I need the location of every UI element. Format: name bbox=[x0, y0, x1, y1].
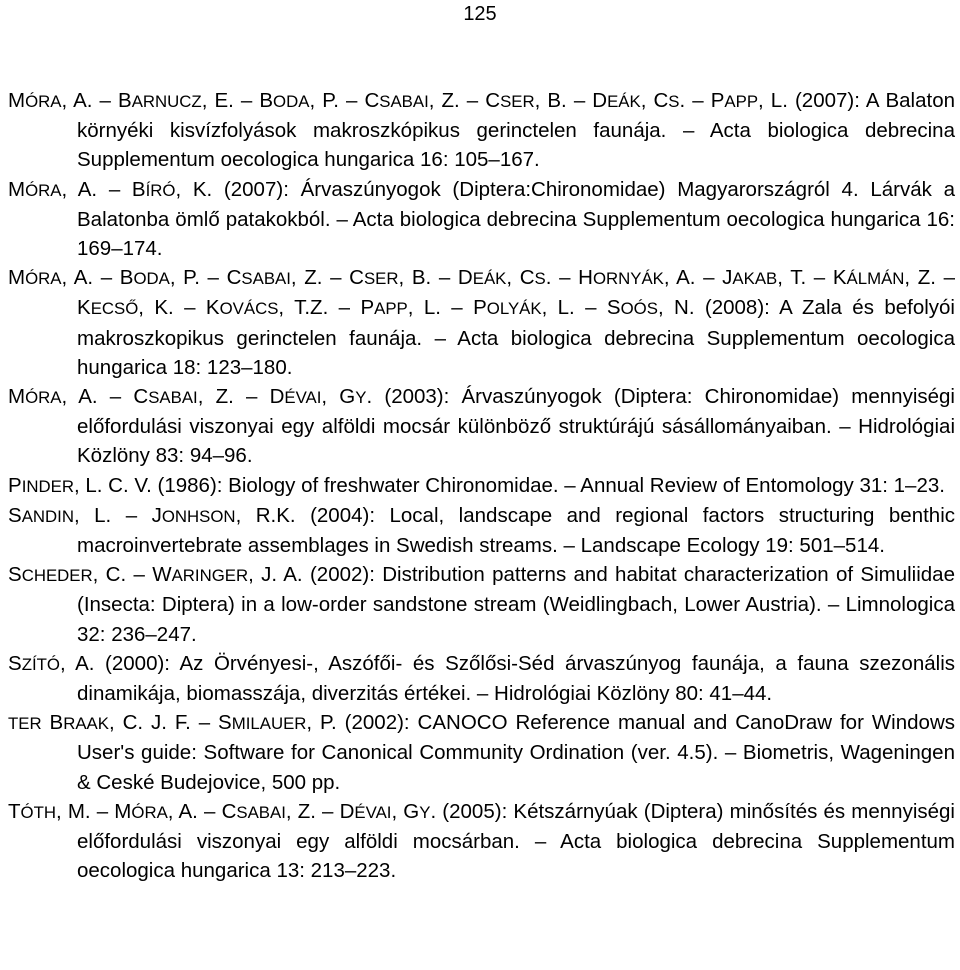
author-small-caps: ECSŐ bbox=[90, 299, 139, 319]
author-small-caps: ÓTH bbox=[20, 802, 56, 822]
author-small-caps: ÉVAI bbox=[354, 802, 392, 822]
reference-text: , G bbox=[321, 385, 356, 409]
author-small-caps: MILAUER bbox=[231, 714, 307, 734]
author-small-caps: SER bbox=[363, 269, 399, 289]
reference-text: , Z. – C bbox=[428, 89, 501, 112]
reference-text: , B. – D bbox=[398, 266, 473, 290]
reference-entry bbox=[8, 263, 955, 382]
reference-text: , A. – B bbox=[61, 177, 146, 201]
reference-text: S bbox=[8, 563, 22, 587]
reference-text: , Z. – K bbox=[77, 266, 956, 320]
reference-text: , C. – W bbox=[92, 563, 172, 587]
author-small-caps: ÓRA bbox=[25, 388, 62, 408]
reference-text: , J. A. (2002): Distribution patterns and habitat characterization of Simuliidae (Insecta: Diptera) in a low-order sandstone stream (Weidlingbach, Lower Austria). – Limnologica 32: 236–247. bbox=[77, 563, 955, 646]
author-small-caps: ANDIN bbox=[21, 506, 74, 526]
reference-text: M bbox=[8, 89, 26, 112]
author-small-caps: S bbox=[668, 92, 680, 111]
reference-text: , C bbox=[506, 266, 535, 290]
author-small-caps: EÁK bbox=[472, 269, 507, 289]
author-small-caps: SABAI bbox=[241, 269, 291, 289]
reference-entry bbox=[8, 708, 955, 797]
reference-text: , L. – S bbox=[541, 296, 621, 320]
reference-text: , A. – C bbox=[167, 799, 237, 823]
reference-text: , Z. – D bbox=[197, 385, 285, 409]
reference-text: , Z. – D bbox=[285, 799, 355, 823]
reference-text: , B. – D bbox=[534, 89, 608, 112]
reference-text: , K. – K bbox=[138, 296, 220, 320]
reference-text: , K. (2007): Árvaszúnyogok (Diptera:Chironomidae) Magyarországról 4. Lárvák a Balatonba ömlő patakokból. – Acta biologica debrecina Supplementum oecologica hungarica 16: 169–174. bbox=[77, 177, 955, 261]
author-small-caps: ÁLMÁN bbox=[846, 269, 905, 289]
author-small-caps: EÁK bbox=[607, 92, 641, 111]
reference-entry bbox=[8, 501, 955, 560]
reference-text: , G bbox=[391, 799, 420, 823]
author-small-caps: ÓRA bbox=[25, 269, 62, 289]
author-small-caps: ARNUCZ bbox=[131, 92, 202, 111]
reference-entry bbox=[8, 797, 955, 886]
reference-text: . – H bbox=[545, 266, 593, 290]
reference-text: , P. (2002): CANOCO Reference manual and CanoDraw for Windows User's guide: Software for Canonical Community Ordination (ver. 4.5). – Biometris, Wageningen & Ceské Budejovice, 500 pp. bbox=[77, 711, 955, 794]
author-small-caps: ÓRA bbox=[25, 92, 62, 111]
author-small-caps: APP bbox=[724, 92, 759, 111]
author-small-caps: SER bbox=[500, 92, 535, 111]
reference-text: M bbox=[8, 385, 26, 409]
page-number: 125 bbox=[463, 3, 497, 25]
reference-entry bbox=[8, 560, 955, 649]
author-small-caps: APP bbox=[374, 299, 408, 319]
reference-text: , A. – B bbox=[61, 266, 134, 290]
author-small-caps: AKAB bbox=[732, 269, 778, 289]
author-small-caps: RAAK bbox=[63, 714, 109, 734]
reference-text: . – P bbox=[679, 89, 725, 112]
reference-text: , L. C. V. (1986): Biology of freshwater Chironomidae. – Annual Review of Entomology 31: 1–23. bbox=[73, 473, 945, 497]
author-small-caps: SABAI bbox=[379, 92, 429, 111]
reference-text: , L. – J bbox=[73, 503, 162, 527]
author-small-caps: ODA bbox=[133, 269, 170, 289]
reference-text: B bbox=[41, 711, 64, 735]
author-small-caps: ARINGER bbox=[171, 566, 249, 586]
reference-text: , C bbox=[640, 89, 669, 112]
author-small-caps: Y bbox=[355, 388, 367, 408]
author-small-caps: S bbox=[534, 269, 546, 289]
reference-text: T bbox=[8, 799, 21, 823]
reference-text: , T.Z. – P bbox=[278, 296, 375, 320]
author-small-caps: OÓS bbox=[620, 299, 658, 319]
author-small-caps: ÓRA bbox=[131, 802, 168, 822]
reference-text: , T. – K bbox=[777, 266, 847, 290]
author-small-caps: SABAI bbox=[148, 388, 198, 408]
reference-text: , R.K. (2004): Local, landscape and regional factors structuring benthic macroinvertebrate assemblages in Swedish streams. – Landscape Ecology 19: 501–514. bbox=[77, 503, 955, 558]
author-small-caps: ÉVAI bbox=[284, 388, 322, 408]
reference-text: M bbox=[8, 177, 26, 201]
reference-text: , A. – B bbox=[61, 89, 132, 112]
author-small-caps: Y bbox=[419, 802, 431, 822]
author-small-caps: TER bbox=[8, 714, 42, 734]
author-small-caps: ODA bbox=[273, 92, 310, 111]
reference-entry bbox=[8, 175, 955, 264]
reference-text: , P. – C bbox=[169, 266, 242, 290]
reference-text: , L. (2007): A Balaton környéki kisvízfolyások makroszkópikus gerinctelen faunája. – Acta biologica debrecina Supplementum oecologica hungarica 16: 105–167. bbox=[77, 89, 955, 172]
author-small-caps: ORNYÁK bbox=[592, 269, 664, 289]
reference-text: . (2003): Árvaszúnyogok (Diptera: Chironomidae) mennyiségi előfordulási viszonyai egy alföldi mocsár különböző struktúrájú sásállományaiban. – Hidrológiai Közlöny 83: 94–96. bbox=[77, 385, 955, 468]
author-small-caps: CHEDER bbox=[21, 566, 93, 586]
reference-text: , N. (2008): A Zala és befolyói makroszkopikus gerinctelen faunája. – Acta biologica debrecina Supplementum oecologica hungarica 18: 123–180. bbox=[77, 296, 955, 379]
author-small-caps: ÍRÓ bbox=[145, 180, 176, 200]
reference-text: , M. – M bbox=[56, 799, 132, 823]
reference-text: S bbox=[8, 651, 22, 675]
reference-entry bbox=[8, 86, 955, 175]
reference-text: M bbox=[8, 266, 26, 290]
reference-text: , L. – P bbox=[407, 296, 487, 320]
reference-text: S bbox=[8, 503, 22, 527]
author-small-caps: ONHSON bbox=[161, 506, 236, 526]
reference-entry bbox=[8, 649, 955, 708]
reference-list bbox=[8, 86, 955, 885]
reference-text: , C. J. F. – S bbox=[108, 711, 232, 735]
author-small-caps: INDER bbox=[21, 476, 74, 496]
reference-entry bbox=[8, 382, 955, 471]
author-small-caps: SABAI bbox=[236, 802, 286, 822]
reference-text: , A. – J bbox=[663, 266, 733, 290]
reference-entry bbox=[8, 471, 955, 501]
reference-text: . (2005): Kétszárnyúak (Diptera) minősítés és mennyiségi előfordulási viszonyai egy alföldi mocsárban. – Acta biologica debrecina Supplementum oecologica hungarica 13: 213–223. bbox=[77, 799, 955, 883]
reference-text: , P. – C bbox=[309, 89, 380, 112]
author-small-caps: OLYÁK bbox=[486, 299, 542, 319]
reference-text: , E. – B bbox=[201, 89, 274, 112]
author-small-caps: ÓRA bbox=[25, 180, 62, 200]
reference-text: , Z. – C bbox=[290, 266, 364, 290]
reference-text: P bbox=[8, 473, 22, 497]
author-small-caps: ZÍTÓ bbox=[21, 654, 60, 674]
author-small-caps: OVÁCS bbox=[219, 299, 279, 319]
reference-text: , A. – C bbox=[61, 385, 149, 409]
reference-text: , A. (2000): Az Örvényesi-, Aszófői- és Szőlősi-Séd árvaszúnyog faunája, a fauna szezonális dinamikája, biomasszája, diverzitás értékei. – Hidrológiai Közlöny 80: 41–44. bbox=[59, 651, 955, 706]
